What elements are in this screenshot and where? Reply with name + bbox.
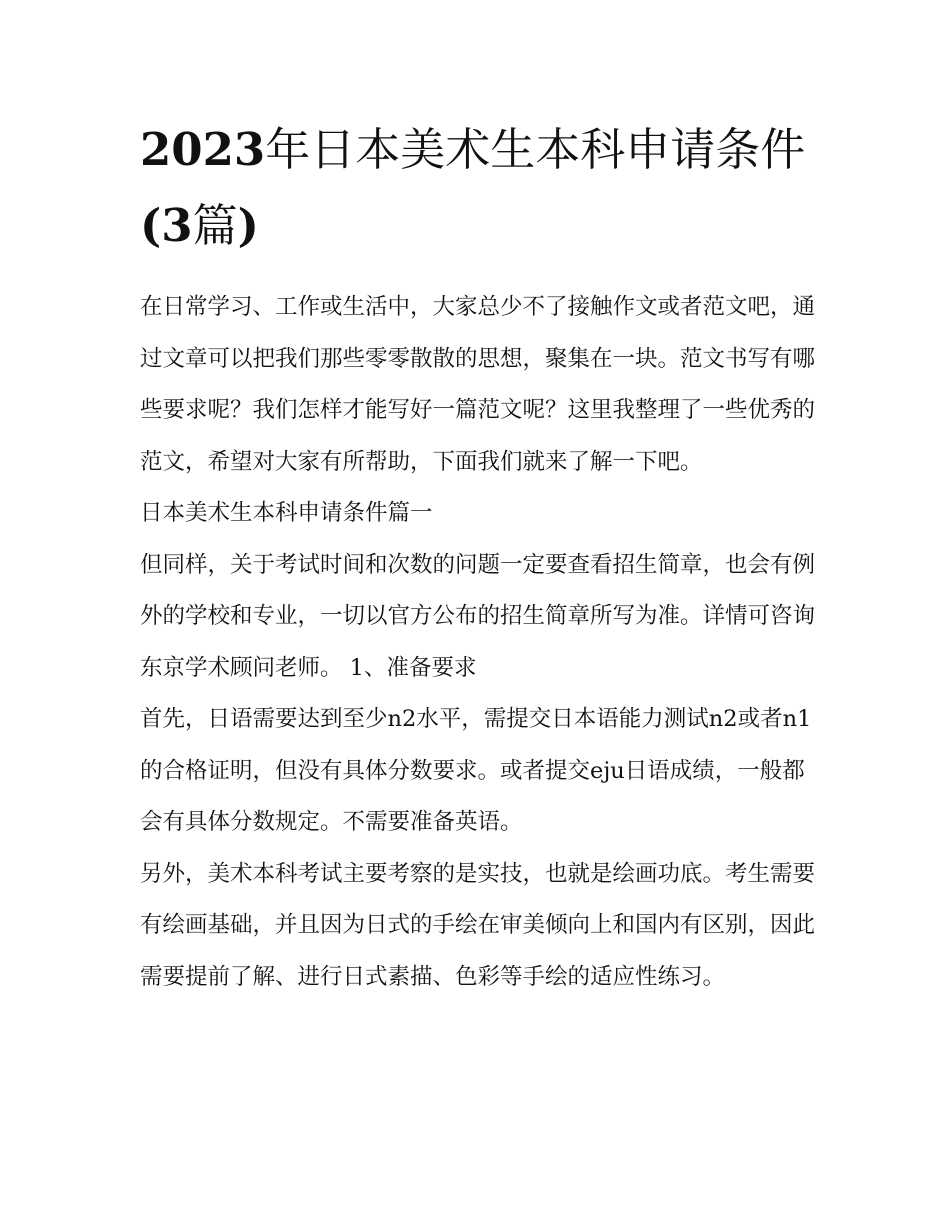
title-main: 年日本美术生本科申请条件 [265,123,806,176]
document-body [140,112,815,1003]
title-count-open: (3 [140,199,193,252]
title-year: 2023 [140,123,266,176]
title-count-unit: 篇 [192,199,238,252]
body-paragraph: 但同样，关于考试时间和次数的问题一定要查看招生简章，也会有例外的学校和专业，一切以官方公布的招生简章所写为准。详情可咨询东京学术顾问老师。 1、准备要求 [140,551,816,681]
body-paragraph: 另外，美术本科考试主要考察的是实技，也就是绘画功底。考生需要有绘画基础，并且因为日式的手绘在审美倾向上和国内有区别，因此需要提前了解、进行日式素描、色彩等手绘的适应性练习。 [140,860,816,990]
document-title [140,112,815,264]
intro-paragraph: 在日常学习、工作或生活中，大家总少不了接触作文或者范文吧，通过文章可以把我们那些零零散散的思想，聚集在一块。范文书写有哪些要求呢？我们怎样才能写好一篇范文呢？这里我整理了一些优秀的范文，希望对大家有所帮助，下面我们就来了解一下吧。 [140,294,816,475]
body-paragraph: 首先，日语需要达到至少n2水平，需提交日本语能力测试n2或者n1的合格证明，但没有具体分数要求。或者提交eju日语成绩，一般都会有具体分数规定。不需要准备英语。 [140,706,812,835]
title-count-close: ) [237,199,259,252]
section-heading: 日本美术生本科申请条件篇一 [140,500,433,526]
